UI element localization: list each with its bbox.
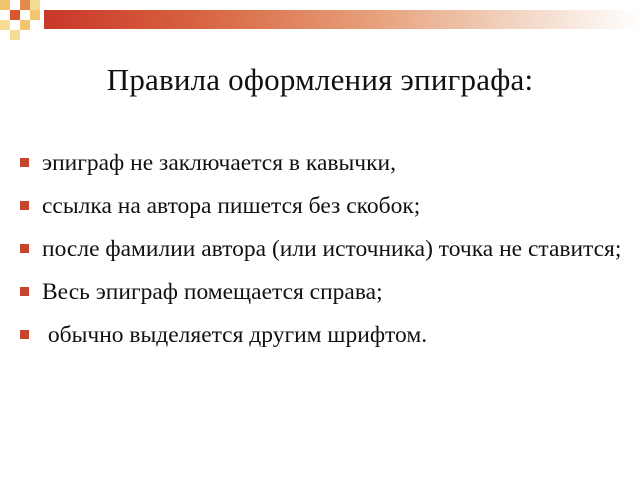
bullet-item: [20, 189, 630, 223]
bullet-text: ссылка на автора пишется без скобок;: [42, 193, 421, 219]
bullet-text: Весь эпиграф помещается справа;: [42, 279, 383, 305]
header-gradient-bar: [44, 10, 640, 29]
slide-title: Правила оформления эпиграфа:: [106, 62, 534, 97]
bullet-item: [20, 232, 630, 266]
bullet-text: после фамилии автора (или источника) точка не ставится;: [42, 236, 622, 262]
bullet-text: обычно выделяется другим шрифтом.: [42, 322, 428, 348]
bullet-text: эпиграф не заключается в кавычки,: [42, 150, 396, 176]
bullet-item: [20, 275, 630, 309]
bullet-item: [20, 318, 630, 352]
square-bullet-icon: [20, 287, 29, 296]
square-bullet-icon: [20, 201, 29, 210]
bullet-item: [20, 146, 630, 180]
square-bullet-icon: [20, 158, 29, 167]
square-bullet-icon: [20, 244, 29, 253]
bullet-list: [20, 146, 630, 361]
square-bullet-icon: [20, 330, 29, 339]
